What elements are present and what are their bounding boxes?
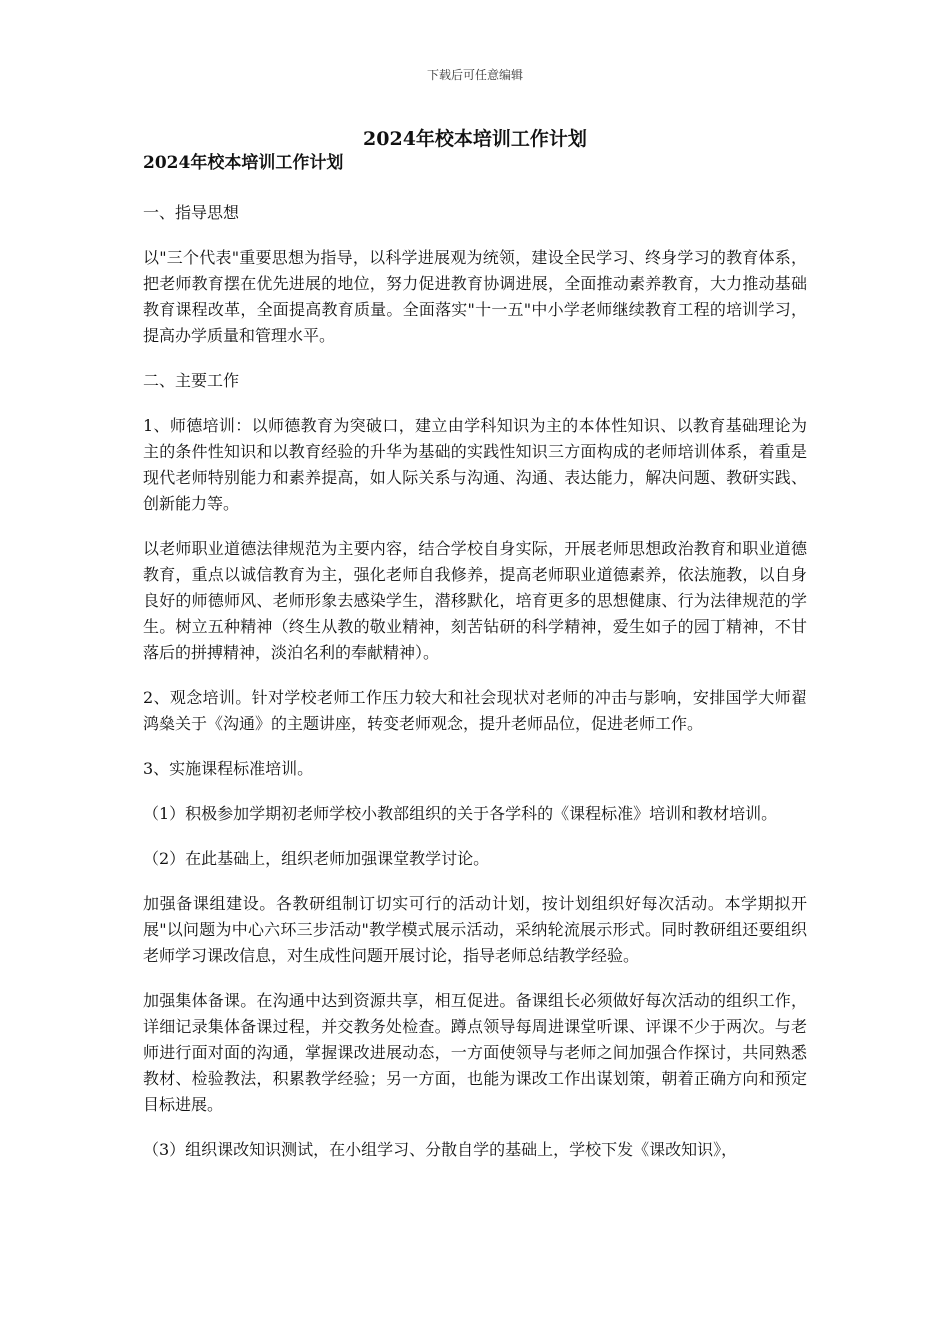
paragraph-item-3: （3）组织课改知识测试，在小组学习、分散自学的基础上，学校下发《课改知识》， [143,1140,738,1159]
paragraph-item-1: （1）积极参加学期初老师学校小教部组织的关于各学科的《课程标准》培训和教材培训。 [143,804,778,823]
document-title: 2024年校本培训工作计划 [363,128,587,150]
document-subtitle: 2024年校本培训工作计划 [143,153,344,173]
paragraph-ethics-training: 1、师德培训：以师德教育为突破口，建立由学科知识为主的本体性知识、以教育基础理论为主的条件性知识和以教育经验的升华为基础的实践性知识三方面构成的老师培训体系，着重是现代老师特别能力和素养提高，如人际关系与沟通、沟通、表达能力，解决问题、教研实践、创新能力等。 [143,416,807,513]
paragraph-concept-training: 2、观念培训。针对学校老师工作压力较大和社会现状对老师的冲击与影响，安排国学大师翟鸿燊关于《沟通》的主题讲座，转变老师观念，提升老师品位，促进老师工作。 [143,688,807,733]
paragraph-curriculum-standard-training: 3、实施课程标准培训。 [143,759,314,778]
document-body [143,150,807,1163]
paragraph-lesson-group: 加强备课组建设。各教研组制订切实可行的活动计划，按计划组织好每次活动。本学期拟开展"以问题为中心六环三步活动"教学模式展示活动，采纳轮流展示形式。同时教研组还要组织老师学习课改信息，对生成性问题开展讨论，指导老师总结教学经验。 [143,894,807,965]
paragraph-guiding-ideology: 以"三个代表"重要思想为指导，以科学进展观为统领，建设全民学习、终身学习的教育体系，把老师教育摆在优先进展的地位，努力促进教育协调进展，全面推动素养教育，大力推动基础教育课程改革，全面提高教育质量。全面落实"十一五"中小学老师继续教育工程的培训学习，提高办学质量和管理水平。 [143,248,807,345]
paragraph-professional-ethics: 以老师职业道德法律规范为主要内容，结合学校自身实际，开展老师思想政治教育和职业道德教育，重点以诚信教育为主，强化老师自我修养，提高老师职业道德素养，依法施教，以自身良好的师德师风、老师形象去感染学生，潜移默化，培育更多的思想健康、行为法律规范的学生。树立五种精神（终生从教的敬业精神，刻苦钻研的科学精神，爱生如子的园丁精神，不甘落后的拼搏精神，淡泊名利的奉献精神）。 [143,539,807,662]
paragraph-collective-lesson-prep: 加强集体备课。在沟通中达到资源共享，相互促进。备课组长必须做好每次活动的组织工作，详细记录集体备课过程，并交教务处检查。蹲点领导每周进课堂听课、评课不少于两次。与老师进行面对面的沟通，掌握课改进展动态，一方面使领导与老师之间加强合作探讨，共同熟悉教材、检验教法，积累教学经验；另一方面，也能为课改工作出谋划策，朝着正确方向和预定目标进展。 [143,991,807,1114]
paragraph-item-2: （2）在此基础上，组织老师加强课堂教学讨论。 [143,849,490,868]
section-heading-main-work: 二、主要工作 [143,371,240,390]
header-note: 下载后可任意编辑 [426,68,523,82]
section-heading-guiding-ideology: 一、指导思想 [143,203,240,222]
